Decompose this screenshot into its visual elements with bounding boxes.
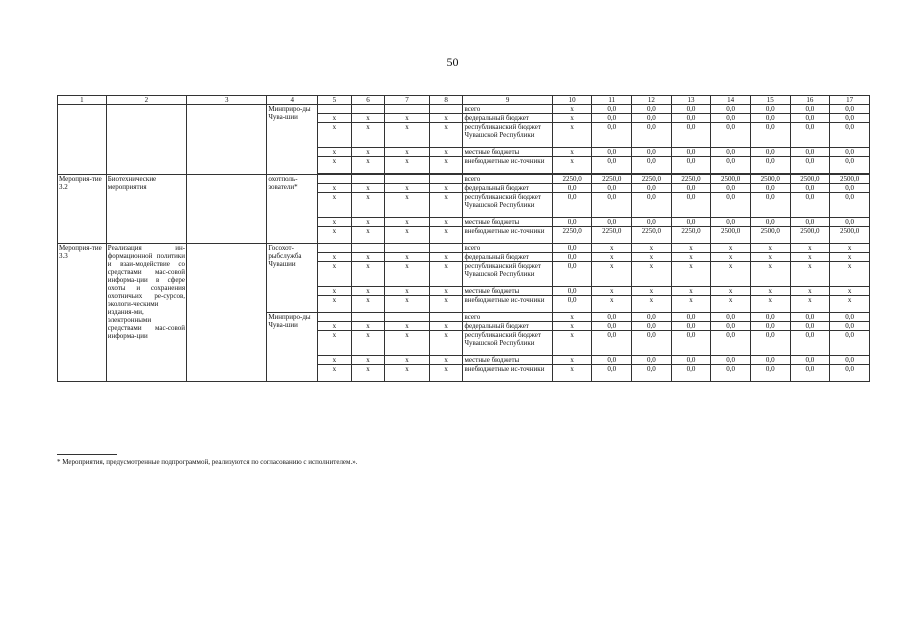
value-cell: 2250,0 [671,175,711,184]
source-cell: всего [463,105,552,114]
value-cell: 0,0 [830,148,870,157]
value-cell: 0,0 [711,331,751,356]
value-cell: x [552,148,592,157]
x-cell: x [429,253,463,262]
value-cell: x [830,244,870,253]
value-cell: 0,0 [552,253,592,262]
x-cell: x [429,365,463,382]
value-cell: 0,0 [830,157,870,174]
cell-empty [318,105,352,114]
value-cell: 0,0 [632,322,672,331]
x-cell: x [385,227,430,244]
value-cell: 0,0 [830,331,870,356]
value-cell: x [592,262,632,287]
value-cell: x [552,114,592,123]
x-cell: x [385,287,430,296]
value-cell: 0,0 [592,123,632,148]
cell-empty [351,313,385,322]
value-cell: 0,0 [750,313,790,322]
measure-title: Биотехнические мероприятия [106,175,186,244]
x-cell: x [318,253,352,262]
value-cell: 0,0 [671,184,711,193]
cell-empty [106,105,186,175]
value-cell: 0,0 [750,157,790,174]
value-cell: 0,0 [671,114,711,123]
x-cell: x [429,331,463,356]
value-cell: 0,0 [750,123,790,148]
x-cell: x [351,123,385,148]
value-cell: 0,0 [552,262,592,287]
source-cell: республиканский бюджет Чувашской Республики [463,193,552,218]
x-cell: x [351,331,385,356]
x-cell: x [318,287,352,296]
x-cell: x [351,227,385,244]
cell-empty [351,175,385,184]
value-cell: 0,0 [552,193,592,218]
x-cell: x [351,114,385,123]
value-cell: 0,0 [790,123,830,148]
source-cell: внебюджетные ис-точники [463,227,552,244]
value-cell: 0,0 [671,123,711,148]
x-cell: x [318,296,352,313]
value-cell: 0,0 [711,218,751,227]
value-cell: 0,0 [790,322,830,331]
x-cell: x [318,227,352,244]
value-cell: x [830,296,870,313]
value-cell: 0,0 [750,322,790,331]
source-cell: республиканский бюджет Чувашской Республики [463,262,552,287]
value-cell: x [711,287,751,296]
value-cell: 0,0 [750,105,790,114]
value-cell: 2500,0 [830,227,870,244]
x-cell: x [351,218,385,227]
x-cell: x [351,148,385,157]
value-cell: 2250,0 [592,175,632,184]
value-cell: 0,0 [632,365,672,382]
value-cell: 2250,0 [552,175,592,184]
x-cell: x [385,262,430,287]
measure-title: Реализация ин-формационной политики и взаи-модействие со средствами мас-совой информа-ции в сфере охоты и сохранения охотничьих ре-сурсов, экологи-ческими издания-ми, электронными средствами мас-совой информа-ции [106,244,186,382]
source-cell: федеральный бюджет [463,184,552,193]
value-cell: x [711,296,751,313]
value-cell: 0,0 [552,218,592,227]
value-cell: 0,0 [750,365,790,382]
col-header: 10 [552,96,592,105]
value-cell: 0,0 [671,322,711,331]
value-cell: 0,0 [750,148,790,157]
col-header: 13 [671,96,711,105]
value-cell: 0,0 [592,114,632,123]
value-cell: 0,0 [750,331,790,356]
source-cell: федеральный бюджет [463,114,552,123]
x-cell: x [318,123,352,148]
value-cell: 0,0 [671,157,711,174]
value-cell: 2250,0 [632,175,672,184]
executor-cell: Минприро-ды Чува-шии [267,313,318,382]
cell-empty [429,313,463,322]
value-cell: 2500,0 [750,175,790,184]
col-header: 3 [187,96,267,105]
value-cell: x [750,244,790,253]
value-cell: x [592,287,632,296]
value-cell: 0,0 [830,356,870,365]
value-cell: 0,0 [592,356,632,365]
col-header: 16 [790,96,830,105]
value-cell: x [671,262,711,287]
source-cell: республиканский бюджет Чувашской Республики [463,123,552,148]
footnote-divider [57,454,117,455]
value-cell: 0,0 [830,123,870,148]
x-cell: x [351,157,385,174]
source-cell: внебюджетные ис-точники [463,157,552,174]
value-cell: x [552,157,592,174]
value-cell: 0,0 [632,331,672,356]
col-header: 6 [351,96,385,105]
value-cell: 0,0 [632,123,672,148]
x-cell: x [385,296,430,313]
x-cell: x [385,365,430,382]
value-cell: 2500,0 [750,227,790,244]
x-cell: x [429,356,463,365]
value-cell: x [671,253,711,262]
value-cell: x [552,365,592,382]
source-cell: всего [463,175,552,184]
value-cell: 2500,0 [711,227,751,244]
value-cell: 0,0 [671,356,711,365]
x-cell: x [351,193,385,218]
value-cell: 0,0 [790,184,830,193]
x-cell: x [318,184,352,193]
value-cell: 0,0 [632,148,672,157]
value-cell: x [790,287,830,296]
page-number: 50 [446,55,459,69]
x-cell: x [385,322,430,331]
value-cell: 0,0 [671,105,711,114]
value-cell: 0,0 [671,193,711,218]
value-cell: x [632,287,672,296]
measure-id: Мероприя-тие 3.2 [58,175,107,244]
source-cell: всего [463,313,552,322]
value-cell: x [830,262,870,287]
value-cell: 0,0 [632,114,672,123]
value-cell: x [552,356,592,365]
value-cell: 0,0 [750,356,790,365]
x-cell: x [385,218,430,227]
cell-empty [187,175,267,244]
executor-cell: Госохот-рыбслужба Чувашии [267,244,318,313]
value-cell: 0,0 [592,218,632,227]
x-cell: x [351,253,385,262]
value-cell: x [632,296,672,313]
x-cell: x [318,322,352,331]
value-cell: 0,0 [711,322,751,331]
value-cell: 0,0 [711,148,751,157]
col-header: 12 [632,96,672,105]
x-cell: x [318,365,352,382]
value-cell: 0,0 [790,331,830,356]
executor-cell: Минприро-ды Чува-шии [267,105,318,175]
x-cell: x [351,356,385,365]
value-cell: 0,0 [632,193,672,218]
value-cell: 0,0 [830,313,870,322]
value-cell: x [830,287,870,296]
x-cell: x [318,356,352,365]
x-cell: x [429,184,463,193]
value-cell: 2250,0 [632,227,672,244]
col-header: 14 [711,96,751,105]
table-row [58,244,870,253]
x-cell: x [351,296,385,313]
cell-empty [318,175,352,184]
x-cell: x [385,148,430,157]
header-row [58,96,870,105]
cell-empty [187,244,267,382]
value-cell: 0,0 [592,157,632,174]
value-cell: 0,0 [711,184,751,193]
x-cell: x [351,287,385,296]
value-cell: 0,0 [671,313,711,322]
value-cell: 2500,0 [830,175,870,184]
col-header: 2 [106,96,186,105]
col-header: 5 [318,96,352,105]
x-cell: x [351,262,385,287]
col-header: 1 [58,96,107,105]
source-cell: местные бюджеты [463,287,552,296]
value-cell: x [711,253,751,262]
cell-empty [187,105,267,175]
x-cell: x [318,114,352,123]
source-cell: федеральный бюджет [463,253,552,262]
value-cell: 0,0 [711,123,751,148]
cell-empty [58,105,107,175]
source-cell: республиканский бюджет Чувашской Республики [463,331,552,356]
cell-empty [429,175,463,184]
value-cell: 2500,0 [711,175,751,184]
x-cell: x [351,184,385,193]
value-cell: x [671,287,711,296]
value-cell: 0,0 [552,296,592,313]
value-cell: 2250,0 [552,227,592,244]
value-cell: 2500,0 [790,227,830,244]
value-cell: 0,0 [790,105,830,114]
x-cell: x [429,322,463,331]
source-cell: местные бюджеты [463,218,552,227]
footnote: * Мероприятия, предусмотренные подпрограммой, реализуются по согласованию с исполнителем.». [57,458,358,466]
value-cell: x [552,123,592,148]
x-cell: x [429,287,463,296]
x-cell: x [385,253,430,262]
value-cell: 2250,0 [671,227,711,244]
value-cell: 0,0 [632,157,672,174]
value-cell: x [552,322,592,331]
value-cell: 0,0 [790,313,830,322]
x-cell: x [318,262,352,287]
value-cell: x [632,253,672,262]
value-cell: 0,0 [671,365,711,382]
value-cell: x [671,244,711,253]
cell-empty [385,313,430,322]
value-cell: 0,0 [830,322,870,331]
value-cell: 0,0 [592,193,632,218]
x-cell: x [318,157,352,174]
value-cell: 0,0 [750,114,790,123]
value-cell: 0,0 [750,218,790,227]
cell-empty [385,244,430,253]
value-cell: 0,0 [671,148,711,157]
value-cell: 0,0 [830,184,870,193]
value-cell: 0,0 [830,218,870,227]
program-table [57,95,870,382]
value-cell: 0,0 [592,105,632,114]
value-cell: 0,0 [830,114,870,123]
source-cell: местные бюджеты [463,356,552,365]
value-cell: 0,0 [552,244,592,253]
x-cell: x [385,114,430,123]
executor-cell: охотполь-зователи* [267,175,318,244]
value-cell: x [750,296,790,313]
cell-empty [385,105,430,114]
value-cell: 0,0 [592,148,632,157]
cell-empty [318,313,352,322]
value-cell: x [790,253,830,262]
value-cell: 0,0 [790,148,830,157]
source-cell: местные бюджеты [463,148,552,157]
value-cell: x [552,313,592,322]
source-cell: всего [463,244,552,253]
value-cell: 0,0 [632,218,672,227]
x-cell: x [351,322,385,331]
x-cell: x [351,365,385,382]
value-cell: 0,0 [632,356,672,365]
value-cell: 0,0 [632,313,672,322]
value-cell: x [592,244,632,253]
cell-empty [351,105,385,114]
x-cell: x [385,184,430,193]
table-row [58,175,870,184]
value-cell: 0,0 [711,157,751,174]
value-cell: 0,0 [592,184,632,193]
source-cell: внебюджетные ис-точники [463,296,552,313]
value-cell: 0,0 [632,184,672,193]
value-cell: 0,0 [592,331,632,356]
source-cell: внебюджетные ис-точники [463,365,552,382]
x-cell: x [429,114,463,123]
cell-empty [429,244,463,253]
value-cell: 0,0 [790,193,830,218]
x-cell: x [429,227,463,244]
value-cell: x [790,244,830,253]
x-cell: x [385,193,430,218]
value-cell: 0,0 [750,184,790,193]
cell-empty [385,175,430,184]
x-cell: x [318,193,352,218]
value-cell: 0,0 [790,365,830,382]
x-cell: x [429,218,463,227]
x-cell: x [429,193,463,218]
x-cell: x [318,218,352,227]
value-cell: x [830,253,870,262]
value-cell: 0,0 [592,365,632,382]
source-cell: федеральный бюджет [463,322,552,331]
value-cell: 0,0 [632,105,672,114]
x-cell: x [385,123,430,148]
col-header: 17 [830,96,870,105]
cell-empty [318,244,352,253]
col-header: 4 [267,96,318,105]
value-cell: 2250,0 [592,227,632,244]
x-cell: x [385,331,430,356]
col-header: 11 [592,96,632,105]
value-cell: 0,0 [592,313,632,322]
value-cell: 0,0 [790,356,830,365]
x-cell: x [385,157,430,174]
value-cell: 0,0 [711,114,751,123]
col-header: 15 [750,96,790,105]
x-cell: x [429,148,463,157]
value-cell: x [592,296,632,313]
col-header: 9 [463,96,552,105]
value-cell: x [711,262,751,287]
value-cell: x [711,244,751,253]
value-cell: x [750,253,790,262]
value-cell: 0,0 [711,193,751,218]
value-cell: x [552,105,592,114]
value-cell: 0,0 [711,356,751,365]
x-cell: x [429,262,463,287]
value-cell: 0,0 [671,331,711,356]
measure-id: Мероприя-тие 3.3 [58,244,107,382]
x-cell: x [429,296,463,313]
value-cell: x [790,262,830,287]
value-cell: x [632,262,672,287]
table-row [58,105,870,114]
value-cell: x [632,244,672,253]
value-cell: x [750,262,790,287]
value-cell: x [790,296,830,313]
value-cell: 0,0 [830,193,870,218]
cell-empty [351,244,385,253]
value-cell: 0,0 [711,105,751,114]
x-cell: x [429,123,463,148]
value-cell: 2500,0 [790,175,830,184]
value-cell: x [592,253,632,262]
value-cell: x [671,296,711,313]
value-cell: 0,0 [552,287,592,296]
value-cell: 0,0 [790,157,830,174]
value-cell: 0,0 [790,114,830,123]
value-cell: 0,0 [750,193,790,218]
col-header: 8 [429,96,463,105]
x-cell: x [385,356,430,365]
x-cell: x [429,157,463,174]
value-cell: 0,0 [592,322,632,331]
value-cell: 0,0 [790,218,830,227]
value-cell: 0,0 [711,313,751,322]
value-cell: x [552,331,592,356]
value-cell: 0,0 [552,184,592,193]
value-cell: 0,0 [711,365,751,382]
value-cell: 0,0 [830,105,870,114]
value-cell: x [750,287,790,296]
x-cell: x [318,148,352,157]
cell-empty [429,105,463,114]
col-header: 7 [385,96,430,105]
value-cell: 0,0 [830,365,870,382]
x-cell: x [318,331,352,356]
value-cell: 0,0 [671,218,711,227]
